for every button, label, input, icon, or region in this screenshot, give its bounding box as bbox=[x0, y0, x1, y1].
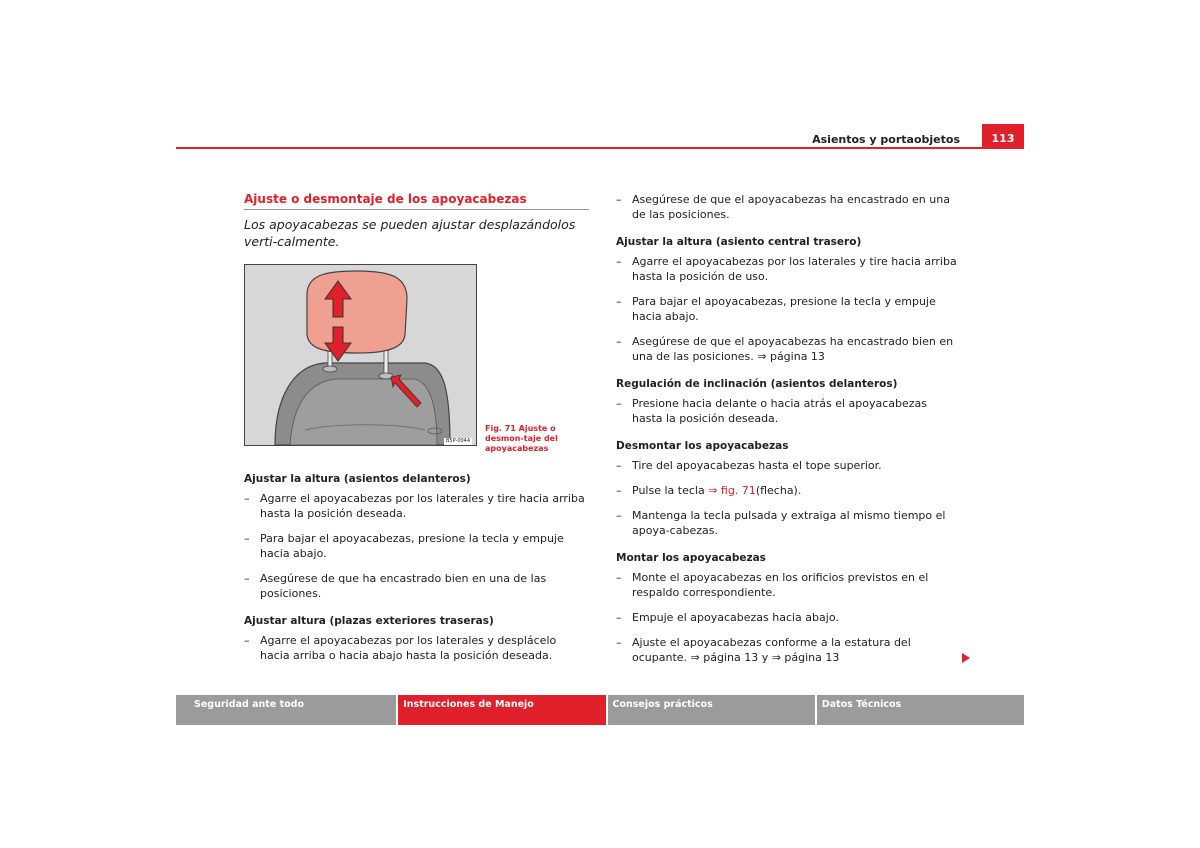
subheading: Ajustar la altura (asientos delanteros) bbox=[244, 473, 471, 485]
tab-datos-tecnicos[interactable]: Datos Técnicos bbox=[817, 695, 1024, 725]
tab-instrucciones[interactable]: Instrucciones de Manejo bbox=[398, 695, 605, 725]
list-item: – Pulse la tecla ⇒ fig. 71(flecha). bbox=[616, 484, 802, 497]
subheading: Montar los apoyacabezas bbox=[616, 552, 766, 564]
list-item: – Tire del apoyacabezas hasta el tope superior. bbox=[616, 459, 882, 472]
section-intro: Los apoyacabezas se pueden ajustar desplazándolos verti-calmente. bbox=[244, 217, 576, 249]
list-item: – Empuje el apoyacabezas hacia abajo. bbox=[616, 611, 839, 624]
list-item: – Asegúrese de que el apoyacabezas ha encastrado bien en una de las posiciones. ⇒ página 13 bbox=[616, 335, 954, 363]
section-title: Ajuste o desmontaje de los apoyacabezas bbox=[244, 192, 589, 210]
figure-71 bbox=[244, 264, 589, 453]
list-item: – Agarre el apoyacabezas por los laterales y tire hacia arriba hasta la posición de uso. bbox=[616, 255, 957, 283]
list-item: – Agarre el apoyacabezas por los laterales y desplácelo hacia arriba o hacia abajo hasta la posición deseada. bbox=[244, 634, 557, 662]
footer-nav bbox=[176, 695, 1024, 725]
continue-arrow-icon bbox=[962, 653, 970, 663]
right-column bbox=[616, 192, 961, 675]
subheading: Ajustar altura (plazas exteriores traseras) bbox=[244, 615, 494, 627]
list-item: – Monte el apoyacabezas en los orificios previstos en el respaldo correspondiente. bbox=[616, 571, 929, 599]
list-item: – Ajuste el apoyacabezas conforme a la estatura del ocupante. ⇒ página 13 y ⇒ página 13 bbox=[616, 636, 911, 664]
list-item: – Para bajar el apoyacabezas, presione la tecla y empuje hacia abajo. bbox=[244, 532, 564, 560]
header-rule bbox=[176, 147, 1024, 149]
subheading: Desmontar los apoyacabezas bbox=[616, 440, 789, 452]
list-item: – Asegúrese de que ha encastrado bien en una de las posiciones. bbox=[244, 572, 547, 600]
tab-consejos[interactable]: Consejos prácticos bbox=[608, 695, 815, 725]
subheading: Ajustar la altura (asiento central trasero) bbox=[616, 236, 862, 248]
page-number: 113 bbox=[982, 124, 1024, 148]
list-item: – Agarre el apoyacabezas por los laterales y tire hacia arriba hasta la posición deseada. bbox=[244, 492, 585, 520]
subheading: Regulación de inclinación (asientos delanteros) bbox=[616, 378, 898, 390]
list-item: – Mantenga la tecla pulsada y extraiga al mismo tiempo el apoya-cabezas. bbox=[616, 509, 946, 537]
tab-seguridad[interactable]: Seguridad ante todo bbox=[176, 695, 396, 725]
list-item: – Presione hacia delante o hacia atrás el apoyacabezas hasta la posición deseada. bbox=[616, 397, 928, 425]
figure-link[interactable]: ⇒ fig. 71 bbox=[708, 484, 756, 497]
figure-caption: Fig. 71 Ajuste o desmon-taje del apoyacabezas bbox=[485, 424, 558, 453]
headrest-illustration bbox=[244, 264, 477, 446]
list-item: – Para bajar el apoyacabezas, presione la tecla y empuje hacia abajo. bbox=[616, 295, 936, 323]
running-header: Asientos y portaobjetos bbox=[812, 133, 960, 146]
headrest-drawing bbox=[245, 265, 476, 445]
figure-code-label: B5P-0044 bbox=[446, 438, 471, 444]
left-column bbox=[244, 192, 589, 673]
list-item: – Asegúrese de que el apoyacabezas ha encastrado en una de las posiciones. bbox=[616, 193, 950, 221]
